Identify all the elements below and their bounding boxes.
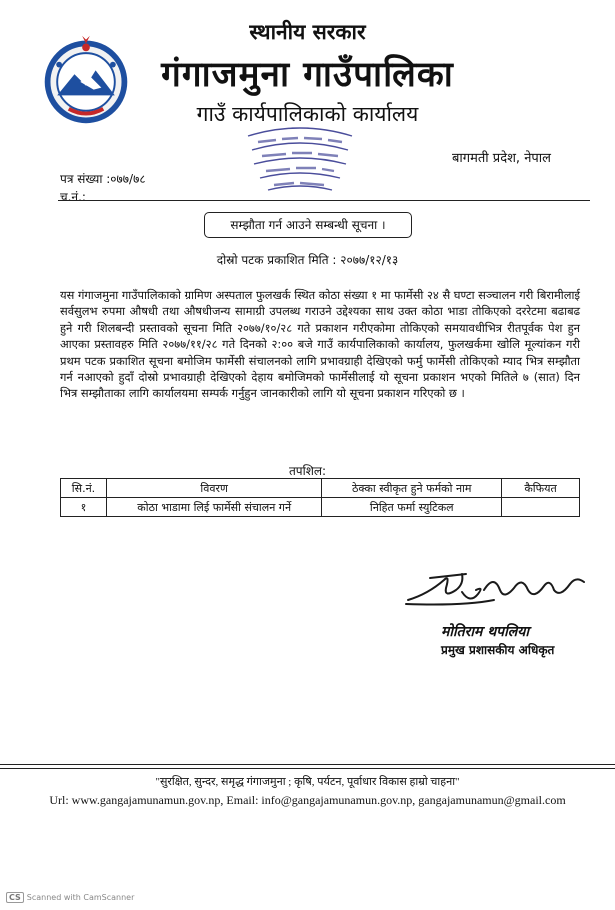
signatory-name: मोतिराम थपलिया [441,624,529,640]
letter-number: पत्र संख्या :०७७/७८ [60,172,146,186]
table-header-row [61,479,580,498]
dispatch-number: च.नं.: [60,190,86,204]
office-name: गाउँ कार्यपालिकाको कार्यालय [196,102,419,126]
signatory-designation: प्रमुख प्रशासकीय अधिकृत [441,643,555,657]
publication-date: दोस्रो पटक प्रकाशित मिति : २०७७/१२/१३ [216,253,399,267]
details-title: तपशिल: [288,464,327,478]
government-heading: स्थानीय सरकार [249,20,366,44]
scanner-watermark [6,892,134,903]
details-table [60,478,580,517]
footer-rule-thin [0,768,615,769]
scanner-text: Scanned with CamScanner [26,893,135,902]
table-cell: कोठा भाडामा लिई फार्मेसी संचालन गर्ने [106,498,322,517]
table-cell [502,498,580,517]
notice-body: यस गंगाजमुना गाउँपालिकाको ग्रामिण अस्पताल फुलखर्क स्थित कोठा संख्या १ मा फार्मेसी २४ सै घण्टा सञ्चालन गरी बिरामीलाई सर्वसुलभ रुपमा औषधी तथा औषधीजन्य सामाग्री उपलब्ध गराउने उद्देश्यका साथ उक्त कोठा भाडा तोकिएको दररेटमा बढाबढ हुने गरी शिलबन्दी प्रस्तावको सूचना मिति २०७७/१०/२८ गते प्रकाशन गरीएकोमा तोकिएको समयावधीभित्र रीतपूर्वक पेश हुन आएका प्रस्तावहरु मिति २०७७/११/२८ गते दिनको २:०० बजे गाउँ कार्यपालिकाको कार्यालय, फुलखर्कमा खोलि मूल्यांकन गरी प्रथम पटक प्रकाशित सूचना बमोजिम फार्मेसी संचालनको लागि प्रभावग्राही देखिएको फर्मु फार्मेसी तोकिएको म्याद भित्र सम्झौता गर्न नआएको हुदाँ दोस्रो प्रभावग्राही देखिएको देहाय बमोजिमको फार्मेसीलाई यो सूचना प्रकाशन भएको मितिले ७ (सात) दिन भित्र सम्झौताका लागि कार्यालयमा सम्पर्क गर्नुहुन जानकारीको लागि यो सूचना प्रकाशन गरिएको छ । [60,288,580,401]
table-header: ठेक्का स्वीकृत हुने फर्मको नाम [322,479,502,498]
camscanner-logo-icon: CS [6,892,24,903]
header-rule [58,200,590,201]
footer-motto: "सुरक्षित, सुन्दर, समृद्ध गंगाजमुना ; कृषि, पर्यटन, पूर्वाधार विकास हाम्रो चाहना" [155,776,460,788]
table-row [61,498,580,517]
table-cell: निहित फर्मा स्युटिकल [322,498,502,517]
handwritten-signature [404,560,590,616]
footer-rule [0,764,615,765]
table-header: सि.नं. [61,479,107,498]
table-header: कैफियत [502,479,580,498]
office-seal-stamp [238,116,362,194]
province-text: बागमती प्रदेश, नेपाल [452,151,551,166]
table-cell: १ [61,498,107,517]
notice-heading: सम्झौता गर्न आउने सम्बन्धी सूचना । [204,212,412,238]
table-header: विवरण [106,479,322,498]
municipality-name: गंगाजमुना गाउँपालिका [161,55,454,95]
footer-contact: Url: www.gangajamunamun.gov.np, Email: info@gangajamunamun.gov.np, gangajamunamun@gmail.com [49,793,566,807]
